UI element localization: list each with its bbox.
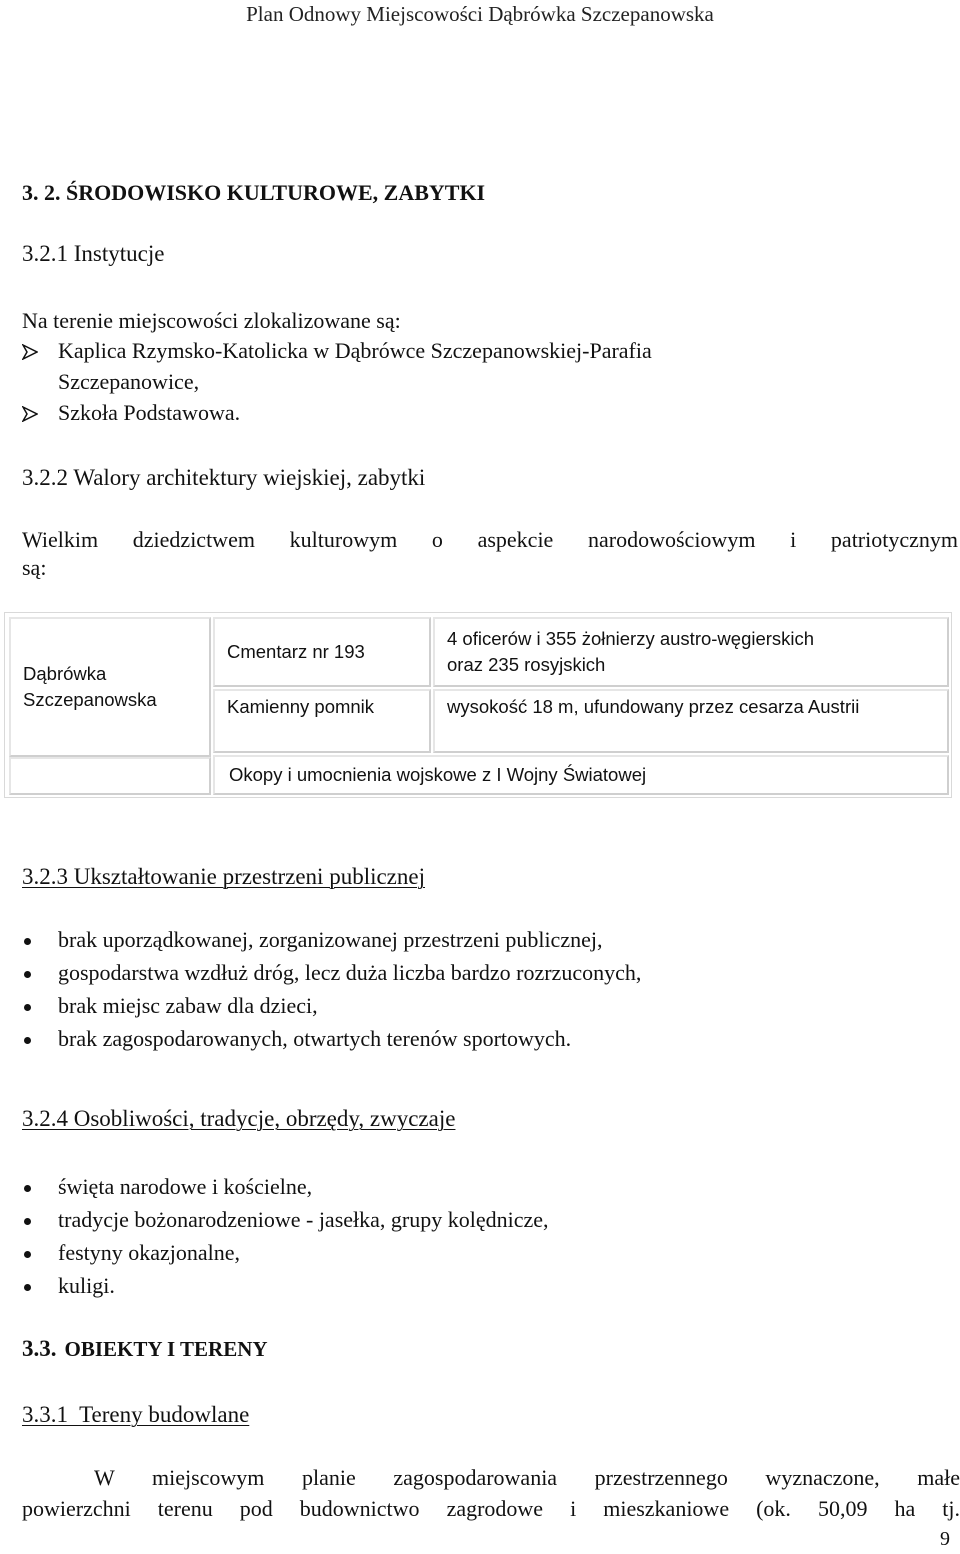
object-name: Kamienny pomnik: [227, 696, 375, 717]
place-name-line1: Dąbrówka: [23, 663, 107, 684]
table-cell-empty: [9, 757, 211, 795]
bullet-dot-icon: [24, 1004, 31, 1011]
institution-item-1-line2: Szczepanowice,: [58, 369, 200, 394]
section-title: OBIEKTY I TERENY: [64, 1337, 268, 1361]
object-description-line2: oraz 235 rosyjskich: [447, 654, 606, 675]
bullet-dot-icon: [24, 1037, 31, 1044]
subsection-heading-3-2-4: 3.2.4 Osobliwości, tradycje, obrzędy, zwyczaje: [22, 1106, 456, 1131]
running-header: Plan Odnowy Miejscowości Dąbrówka Szczepanowska: [246, 2, 714, 26]
institutions-intro: Na terenie miejscowości zlokalizowane są:: [22, 308, 401, 333]
building-land-paragraph-line2: powierzchni terenu pod budownictwo zagrodowe i mieszkaniowe (ok. 50,09 ha tj.: [22, 1496, 960, 1521]
subsection-heading-3-2-2: 3.2.2 Walory architektury wiejskiej, zabytki: [22, 465, 426, 490]
object-name: Cmentarz nr 193: [227, 641, 365, 662]
tradition-item-2: tradycje bożonarodzeniowe - jasełka, grupy kolędnicze,: [58, 1207, 549, 1232]
building-land-paragraph-line1: W miejscowym planie zagospodarowania przestrzennego wyznaczone, małe: [94, 1465, 960, 1490]
bullet-dot-icon: [24, 1284, 31, 1291]
bullet-dot-icon: [24, 971, 31, 978]
trenches-text: Okopy i umocnienia wojskowe z I Wojny Światowej: [229, 764, 647, 785]
subsection-heading-3-2-1: 3.2.1 Instytucje: [22, 241, 165, 266]
heritage-table: [4, 612, 952, 798]
section-number: 3.3.: [22, 1336, 57, 1361]
bullet-dot-icon: [24, 938, 31, 945]
place-name-line2: Szczepanowska: [23, 689, 157, 710]
table-cell-place: [9, 617, 211, 757]
table-row-1-object: [213, 617, 431, 687]
public-space-item-1: brak uporządkowanej, zorganizowanej przestrzeni publicznej,: [58, 927, 603, 952]
heritage-paragraph-line2: są:: [22, 555, 47, 580]
table-row-2-object: [213, 689, 431, 753]
table-row-2-description: [433, 689, 949, 753]
table-row-1-description: [433, 617, 949, 687]
section-heading-3-3: [22, 1336, 268, 1362]
institution-item-1-line1: Kaplica Rzymsko-Katolicka w Dąbrówce Szczepanowskiej-Parafia: [58, 338, 652, 363]
page-number: 9: [940, 1528, 950, 1550]
table-wide-row: [213, 755, 949, 795]
bullet-dot-icon: [24, 1218, 31, 1225]
public-space-item-4: brak zagospodarowanych, otwartych terenów sportowych.: [58, 1026, 572, 1051]
public-space-item-3: brak miejsc zabaw dla dzieci,: [58, 993, 318, 1018]
public-space-item-2: gospodarstwa wzdłuż dróg, lecz duża liczba bardzo rozrzuconych,: [58, 960, 642, 985]
tradition-item-4: kuligi.: [58, 1273, 115, 1298]
object-description-line1: wysokość 18 m, ufundowany przez cesarza Austrii: [447, 696, 860, 717]
subsection-heading-3-2-3: 3.2.3 Ukształtowanie przestrzeni publicznej: [22, 864, 425, 889]
tradition-item-3: festyny okazjonalne,: [58, 1240, 241, 1265]
arrow-bullet-icon: [22, 344, 38, 360]
tradition-item-1: święta narodowe i kościelne,: [58, 1174, 313, 1199]
heritage-paragraph-line1: Wielkim dziedzictwem kulturowym o aspekcie narodowościowym i patriotycznym: [22, 527, 958, 552]
bullet-dot-icon: [24, 1251, 31, 1258]
arrow-bullet-icon: [22, 406, 38, 422]
object-description-line1: 4 oficerów i 355 żołnierzy austro-węgierskich: [447, 628, 815, 649]
institution-item-2: Szkoła Podstawowa.: [58, 400, 241, 425]
bullet-dot-icon: [24, 1185, 31, 1192]
subsection-heading-3-3-1: 3.3.1 Tereny budowlane: [22, 1402, 250, 1427]
section-heading-3-2: 3. 2. ŚRODOWISKO KULTUROWE, ZABYTKI: [22, 180, 486, 205]
